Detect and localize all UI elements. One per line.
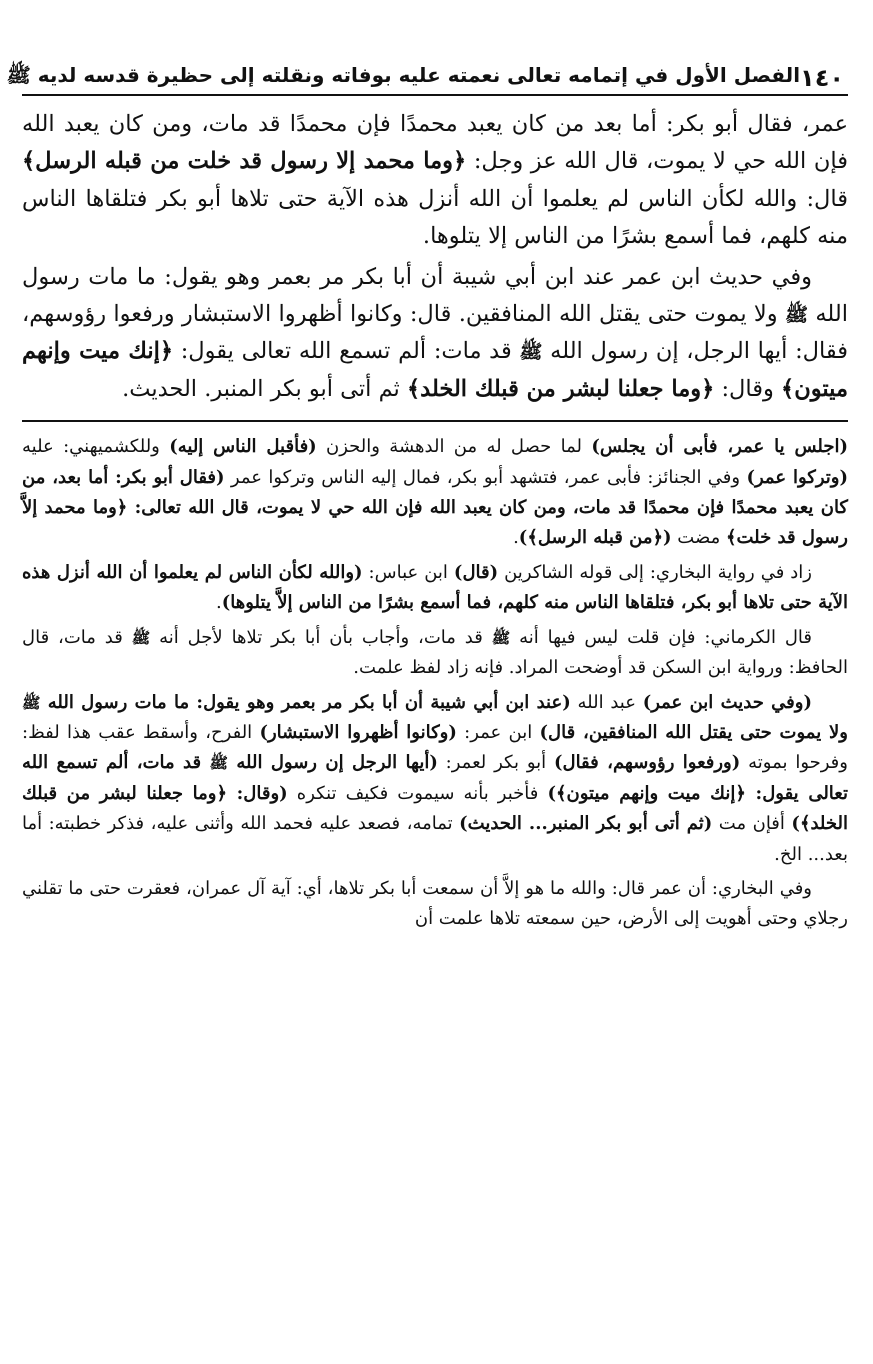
text-run: عمر، فقال أبو بكر: أما بعد من كان يعبد محمدًا فإن محمدًا قد مات، ومن كان يعبد الله فإن الله حي لا يموت، قال الله عز وجل: [22,111,849,175]
text-run: وللكشميهني: عليه [22,436,170,458]
quoted-text: (فأقبل الناس إليه) [169,436,317,458]
text-run: قد مات، وأجاب بأن أبا بكر تلاها لأجل أنه [150,626,492,648]
text-run: ثم أتى أبو بكر المنبر. الحديث. [122,375,407,402]
text-run: عبد الله [570,691,643,713]
quran-quote: ﴿إنك ميت وإنهم ميتون﴾ [22,338,848,402]
text-run: قد مات، قال الحافظ: ورواية ابن السكن قد أوضحت المراد. فإنه زاد لفظ علمت. [22,626,848,679]
commentary-text [22,432,848,935]
text-run: وفي البخاري: أن عمر قال: والله ما هو إلاَّ أن سمعت أبا بكر تلاها، أي: آية آل عمران، فعقرت حتى ما تقلني رجلاي وحتى أهويت إلى الأرض، حين سمعته تلاها علمت أن [22,877,848,930]
main-paragraph-2 [22,259,848,409]
quran-quote: ﴿وما جعلنا لبشر من قبلك الخلد﴾ [406,375,715,402]
text-run: . [513,527,519,549]
quoted-text: ولا يموت حتى يقتل الله المنافقين، قال) [539,721,848,743]
quoted-text: (وفي حديث ابن عمر) [642,691,812,713]
text-run: ابن عمر: [456,721,540,743]
text-run: قد مات: ألم تسمع الله تعالى يقول: [173,338,520,365]
salawat-seal: ﷺ [131,628,151,647]
quoted-text: (اجلس يا عمر، فأبى أن يجلس) [591,436,849,458]
text-run: قال الكرماني: فإن قلت ليس فيها أنه [510,626,813,648]
text-run: فأخبر بأنه سيموت فكيف تنكره [287,782,548,804]
text-run: ابن عباس: [362,561,454,583]
page-header [6,52,848,96]
main-paragraph-1 [22,106,848,256]
commentary-paragraph-4 [22,688,848,870]
salawat-seal: ﷺ [209,754,228,773]
quoted-text: (أيها الرجل إن رسول الله [227,752,438,774]
quoted-text: (وكانوا أظهروا الاستبشار) [259,721,457,743]
page-number: ١٤٠ [800,64,844,92]
salawat-seal: ﷺ [491,628,511,647]
section-divider [22,420,848,422]
text-run: مضت [671,527,726,549]
quoted-text: (عند ابن أبي شيبة أن أبا بكر مر بعمر وهو يقول: ما مات رسول الله [40,691,571,713]
quoted-text: قد مات، ألم تسمع الله تعالى يقول: ﴿إنك ميت وإنهم ميتون﴾) [22,752,848,804]
text-run: لما حصل له من الدهشة والحزن [316,436,592,458]
quoted-text: (وقال: ﴿وما جعلنا لبشر من قبلك الخلد﴾) [22,782,848,835]
text-run: أبو بكر لعمر: [437,752,554,774]
text-run: زاد في رواية البخاري: إلى قوله الشاكرين [498,561,813,583]
document-page [6,52,849,939]
quoted-text: (ورفعوا رؤوسهم، فقال) [553,752,741,774]
text-run: ولا يموت حتى يقتل الله المنافقين. قال: وكانوا أظهروا الاستبشار ورفعوا رؤوسهم، فقال: أيها الرجل، إن رسول الله [22,301,849,365]
salawat-seal: ﷺ [22,693,41,712]
text-run: وفي الجنائز: فأبى عمر، فتشهد أبو بكر، فمال إليه الناس وتركوا عمر [224,466,747,488]
quoted-text: (ثم أتى أبو بكر المنبر... الحديث) [459,813,713,835]
quoted-text: (﴿من قبله الرسل﴾) [518,527,672,549]
quoted-text: (والله لكأن الناس لم يعلموا أن الله أنزل هذه الآية حتى تلاها أبو بكر، فتلقاها الناس منه كلهم، فما أسمع بشرًا من الناس إلاَّ يتلوها) [22,561,848,614]
text-run: الفرح، وأسقط عقب هذا لفظ: وفرحوا بموته [22,721,848,774]
text-run: . [216,592,222,614]
quoted-text: (وتركوا عمر) [746,466,848,488]
quoted-text: (قال) [453,561,499,583]
running-title: الفصل الأول في إتمامه تعالى نعمته عليه بوفاته ونقلته إلى حظيرة قدسه لديه ﷺ [6,63,801,87]
text-run: أفإن مت [712,813,792,835]
commentary-paragraph-5 [22,874,848,935]
commentary-paragraph-3 [22,623,848,684]
salawat-seal: ﷺ [519,340,543,364]
text-run: قال: والله لكأن الناس لم يعلموا أن الله أنزل هذه الآية حتى تلاها أبو بكر فتلقاها الناس منه كلهم، فما أسمع بشرًا من الناس إلا يتلوها. [22,185,848,250]
quran-quote: ﴿وما محمد إلا رسول قد خلت من قبله الرسل﴾ [22,148,467,175]
text-run: تمامه، فصعد عليه فحمد الله وأثنى عليه، فذكر خطبته: أما بعد... الخ. [22,813,848,865]
text-run: وفي حديث ابن عمر عند ابن أبي شيبة أن أبا بكر مر بعمر وهو يقول: ما مات رسول الله [22,263,848,328]
salawat-seal: ﷺ [784,303,809,327]
quoted-text: (فقال أبو بكر: أما بعد، من كان يعبد محمدًا فإن محمدًا قد مات، ومن كان يعبد الله فإن الله حي لا يموت، قال الله تعالى: ﴿وما محمد إلاَّ رسول قد خلت﴾ [22,466,848,549]
commentary-paragraph-1 [22,432,848,554]
commentary-paragraph-2 [22,558,848,619]
text-run: وقال: [714,375,782,402]
main-text [22,106,848,408]
